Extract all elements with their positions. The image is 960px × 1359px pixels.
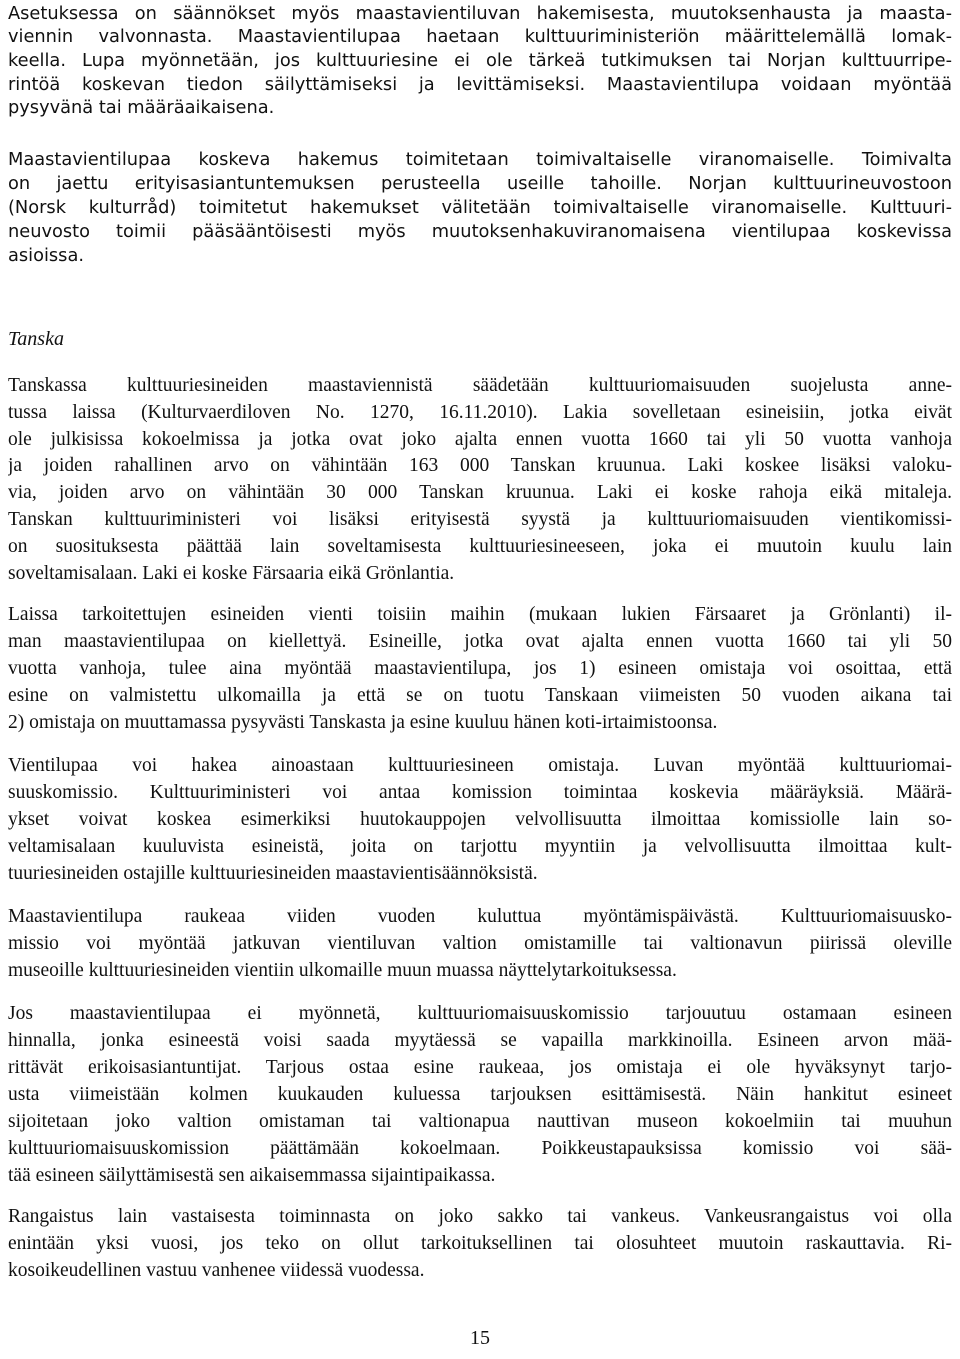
text-line: veltamisalaan kuuluvista esineistä, joita on tarjottu myyntiin ja velvollisuutta ilmoittaa kult- bbox=[8, 836, 952, 857]
text-line: usta viimeistään kolmen kuukauden kuluessa tarjouksen esittämisestä. Näin hankitut esineet bbox=[8, 1084, 952, 1105]
text-line: Jos maastavientilupaa ei myönnetä, kulttuuriomaisuuskomissio tarjouutuu ostamaan esineen bbox=[8, 1003, 952, 1024]
page-number: 15 bbox=[470, 1327, 490, 1349]
text-line: hinnalla, jonka esineestä voisi saada myytäessä se vapailla markkinoilla. Esineen arvon mää- bbox=[8, 1030, 952, 1051]
text-line: Maastavientilupaa koskeva hakemus toimitetaan toimivaltaiselle viranomaiselle. Toimivalta bbox=[8, 149, 952, 170]
text-line: viennin valvonnasta. Maastavientilupaa haetaan kulttuuriministeriön määrittelemällä lomak- bbox=[8, 26, 952, 47]
text-line: vuotta vanhoja, tulee aina myöntää maastavientilupa, jos 1) esineen omistaja voi osoittaa, että bbox=[8, 658, 952, 679]
text-line: keella. Lupa myönnetään, jos kulttuuriesine ei ole tärkeä tutkimuksen tai Norjan kulttuurripe- bbox=[8, 50, 952, 71]
text-line: soveltamisalaan. Laki ei koske Färsaaria eikä Grönlantia. bbox=[8, 563, 455, 584]
text-line: enintään yksi vuosi, jos teko on ollut tarkoituksellinen tai olosuhteet muutoin raskauttavia. Ri- bbox=[8, 1233, 952, 1254]
text-line: kulttuuriomaisuuskomission päättämään kokoelmaan. Poikkeustapauksissa komissio voi sää- bbox=[8, 1138, 952, 1159]
text-line: Vientilupaa voi hakea ainoastaan kulttuuriesineen omistaja. Luvan myöntää kulttuuriomai- bbox=[8, 755, 952, 776]
text-line: Rangaistus lain vastaisesta toiminnasta on joko sakko tai vankeus. Vankeusrangaistus voi olla bbox=[8, 1206, 952, 1227]
text-line: tää esineen säilyttämisestä sen aikaisemmassa sijaintipaikassa. bbox=[8, 1165, 496, 1186]
text-line: neuvosto toimii pääsääntöisesti myös muutoksenhakuviranomaisena vientilupaa koskevissa bbox=[8, 221, 952, 242]
text-line: Asetuksessa on säännökset myös maastavientiluvan hakemisesta, muutoksenhausta ja maasta- bbox=[8, 3, 952, 24]
text-line: sijoitetaan joko valtion omistaman tai valtionapua nauttivan museon kokoelmiin tai muuhun bbox=[8, 1111, 952, 1132]
text-line: rittävät erikoisasiantuntijat. Tarjous ostaa esine raukeaa, jos omistaja ei ole hyväksynyt tarjo- bbox=[8, 1057, 952, 1078]
text-line: esine on valmistettu ulkomailla ja että se on tuotu Tanskaan viimeisten 50 vuoden aikana tai bbox=[8, 685, 952, 706]
text-line: Maastavientilupa raukeaa viiden vuoden kuluttua myöntämispäivästä. Kulttuuriomaisuusko- bbox=[8, 906, 952, 927]
text-line: kosoikeudellinen vastuu vanhenee viidessä vuodessa. bbox=[8, 1260, 425, 1281]
text-line: via, joiden arvo on vähintään 30 000 Tanskan kruunua. Laki ei koske rahoja eikä mitaleja. bbox=[8, 482, 952, 503]
text-line: tussa laissa (Kulturvaerdiloven No. 1270, 16.11.2010). Lakia sovelletaan esineisiin, jotka eivät bbox=[8, 402, 952, 423]
text-line: museoille kulttuuriesineiden vientiin ulkomaille muun muassa näyttelytarkoituksessa. bbox=[8, 960, 677, 981]
text-line: man maastavientilupaa on kiellettyä. Esineille, jotka ovat ajalta ennen vuotta 1660 tai yli 50 bbox=[8, 631, 952, 652]
text-line: rintöä koskevan tiedon säilyttämiseksi ja levittämiseksi. Maastavientilupa voidaan myöntää bbox=[8, 74, 952, 95]
text-line: on jaettu erityisasiantuntemuksen perusteella useille tahoille. Norjan kulttuurineuvostoon bbox=[8, 173, 952, 194]
text-line: 2) omistaja on muuttamassa pysyvästi Tanskasta ja esine kuuluu hänen koti-irtaimistoonsa. bbox=[8, 712, 718, 733]
text-line: (Norsk kulturråd) toimitetut hakemukset välitetään toimivaltaiselle viranomaiselle. Kulttuuri- bbox=[8, 197, 952, 218]
text-line: missio voi myöntää jatkuvan vientiluvan valtion omistamille tai valtionavun piirissä oleville bbox=[8, 933, 952, 954]
text-line: Tanskassa kulttuuriesineiden maastaviennistä säädetään kulttuuriomaisuuden suojelusta anne- bbox=[8, 375, 952, 396]
text-line: ja joiden rahallinen arvo on vähintään 163 000 Tanskan kruunua. Laki koskee lisäksi valoku- bbox=[8, 455, 952, 476]
text-line: suuskomissio. Kulttuuriministeri voi antaa komission toimintaa koskevia määräyksiä. Määrä- bbox=[8, 782, 952, 803]
text-line: on suosituksesta päättää lain soveltamisesta kulttuuriesineeseen, joka ei muutoin kuulu lain bbox=[8, 536, 952, 557]
text-line: asioissa. bbox=[8, 245, 84, 266]
text-line: Laissa tarkoitettujen esineiden vienti toisiin maihin (mukaan lukien Färsaaret ja Grönlanti) il- bbox=[8, 604, 952, 625]
section-heading: Tanska bbox=[8, 328, 64, 350]
text-line: ole julkisissa kokoelmissa ja jotka ovat joko ajalta ennen vuotta 1660 tai yli 50 vuotta vanhoja bbox=[8, 429, 952, 450]
text-line: tuuriesineiden ostajille kulttuuriesineiden maastavientisäännöksistä. bbox=[8, 863, 538, 884]
text-line: Tanskan kulttuuriministeri voi lisäksi erityisestä syystä ja kulttuuriomaisuuden vientikomissi- bbox=[8, 509, 952, 530]
text-line: pysyvänä tai määräaikaisena. bbox=[8, 97, 275, 118]
text-line: ykset voivat koskea esimerkiksi huutokauppojen velvollisuutta ilmoittaa komissiolle lain so- bbox=[8, 809, 952, 830]
